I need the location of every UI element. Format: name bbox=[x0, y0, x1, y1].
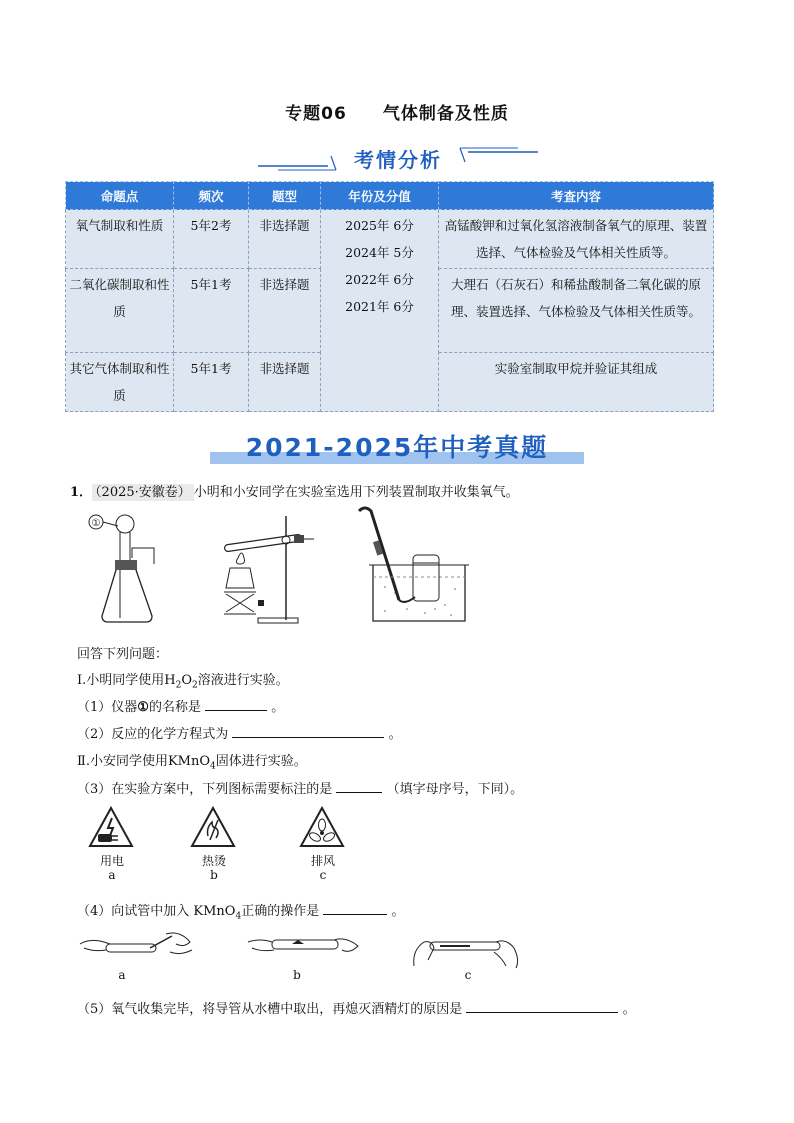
page-title: 专题06 气体制备及性质 bbox=[285, 104, 509, 124]
operation-letter: a bbox=[118, 968, 126, 982]
q1-text-a: （1）仪器 bbox=[77, 700, 138, 715]
subscript: 2 bbox=[175, 680, 182, 691]
period: 。 bbox=[391, 904, 405, 919]
q2-text: （2）反应的化学方程式为 bbox=[77, 727, 229, 742]
analysis-banner bbox=[258, 142, 538, 176]
analysis-heading: 考情分析 bbox=[354, 148, 442, 172]
cell-point: 其它气体制取和性质 bbox=[66, 353, 174, 412]
operation-letter: b bbox=[293, 968, 301, 982]
exam-banner bbox=[210, 428, 584, 468]
sub-question-1 bbox=[77, 696, 284, 715]
part-one-text-b: O bbox=[181, 673, 193, 688]
cell-years bbox=[321, 210, 439, 412]
header-cell: 频次 bbox=[174, 182, 249, 210]
period: 。 bbox=[271, 700, 285, 715]
icon-letter: a bbox=[108, 868, 116, 882]
icon-label: 排风 bbox=[310, 854, 335, 868]
exam-heading: 2021-2025年中考真题 bbox=[245, 433, 549, 462]
part-one-text-c: 溶液进行实验。 bbox=[197, 673, 289, 688]
sub-question-3 bbox=[77, 778, 523, 797]
answer-blank-3[interactable] bbox=[336, 780, 382, 793]
question-stem bbox=[70, 481, 519, 500]
cell-content: 大理石（石灰石）和稀盐酸制备二氧化碳的原理、装置选择、气体检验及气体相关性质等。 bbox=[439, 269, 714, 353]
cell-type: 非选择题 bbox=[249, 353, 321, 412]
part-one-text bbox=[77, 669, 289, 691]
answer-blank-4[interactable] bbox=[323, 902, 387, 915]
heating-apparatus-icon bbox=[218, 508, 318, 626]
year-score: 2021年 6分 bbox=[345, 299, 414, 314]
operation-letter: c bbox=[464, 968, 472, 982]
operation-b-icon bbox=[248, 932, 360, 968]
year-score: 2025年 6分 bbox=[345, 218, 414, 233]
question-source: （2025·安徽卷） bbox=[92, 484, 194, 501]
question-text: 小明和小安同学在实验室选用下列装置制取并收集氧气。 bbox=[193, 485, 519, 500]
header-cell: 命题点 bbox=[66, 182, 174, 210]
flask-funnel-apparatus-icon bbox=[88, 508, 168, 628]
part-two-text bbox=[77, 750, 307, 772]
year-score: 2022年 6分 bbox=[345, 272, 414, 287]
cell-point: 二氧化碳制取和性质 bbox=[66, 269, 174, 353]
q3-text-b: （填字母序号，下同）。 bbox=[386, 782, 524, 797]
icon-label: 热烫 bbox=[201, 854, 226, 868]
q5-text: （5）氧气收集完毕，将导管从水槽中取出，再熄灭酒精灯的原因是 bbox=[77, 1002, 463, 1017]
icon-letter: c bbox=[319, 868, 327, 882]
electricity-icon bbox=[88, 806, 134, 850]
water-collection-apparatus-icon bbox=[355, 505, 470, 625]
answer-blank-1[interactable] bbox=[205, 698, 267, 711]
subscript: 4 bbox=[210, 761, 216, 772]
fan-icon bbox=[299, 806, 345, 850]
header-cell: 年份及分值 bbox=[321, 182, 439, 210]
answer-blank-2[interactable] bbox=[232, 725, 384, 738]
cell-freq: 5年2考 bbox=[174, 210, 249, 269]
sub-question-4 bbox=[77, 900, 405, 922]
q4-text-a: （4）向试管中加入 KMnO bbox=[77, 904, 236, 919]
header-cell: 考查内容 bbox=[439, 182, 714, 210]
cell-freq: 5年1考 bbox=[174, 269, 249, 353]
operation-a-icon bbox=[80, 930, 196, 966]
answer-blank-5[interactable] bbox=[466, 1000, 618, 1013]
year-score: 2024年 5分 bbox=[345, 245, 414, 260]
period: 。 bbox=[622, 1002, 636, 1017]
table-header-row bbox=[66, 182, 714, 210]
cell-point: 氧气制取和性质 bbox=[66, 210, 174, 269]
sub-question-5 bbox=[77, 998, 636, 1017]
part-two-text-a: Ⅱ.小安同学使用KMnO bbox=[77, 754, 211, 769]
marker-one-label: ① bbox=[91, 518, 101, 529]
cell-content: 高锰酸钾和过氧化氢溶液制备氧气的原理、装置选择、气体检验及气体相关性质等。 bbox=[439, 210, 714, 269]
icon-letter: b bbox=[210, 868, 218, 882]
cell-type: 非选择题 bbox=[249, 210, 321, 269]
hot-icon bbox=[190, 806, 236, 850]
q3-text-a: （3）在实验方案中，下列图标需要标注的是 bbox=[77, 782, 333, 797]
marker-one: ① bbox=[137, 700, 149, 715]
icon-label: 用电 bbox=[99, 854, 124, 868]
analysis-table bbox=[65, 181, 714, 412]
prompt-text: 回答下列问题： bbox=[77, 647, 169, 662]
cell-type: 非选择题 bbox=[249, 269, 321, 353]
q1-text-b: 的名称是 bbox=[148, 700, 201, 715]
period: 。 bbox=[388, 727, 402, 742]
part-one-text-a: Ⅰ.小明同学使用H bbox=[77, 673, 176, 688]
cell-content: 实验室制取甲烷并验证其组成 bbox=[439, 353, 714, 412]
part-two-text-b: 固体进行实验。 bbox=[215, 754, 307, 769]
table-row bbox=[66, 210, 714, 269]
q4-text-b: 正确的操作是 bbox=[241, 904, 320, 919]
sub-question-2 bbox=[77, 723, 402, 742]
subscript: 4 bbox=[235, 911, 242, 922]
question-number: 1． bbox=[70, 485, 93, 500]
subscript: 2 bbox=[192, 680, 198, 691]
operation-c-icon bbox=[410, 930, 522, 970]
cell-freq: 5年1考 bbox=[174, 353, 249, 412]
header-cell: 题型 bbox=[249, 182, 321, 210]
